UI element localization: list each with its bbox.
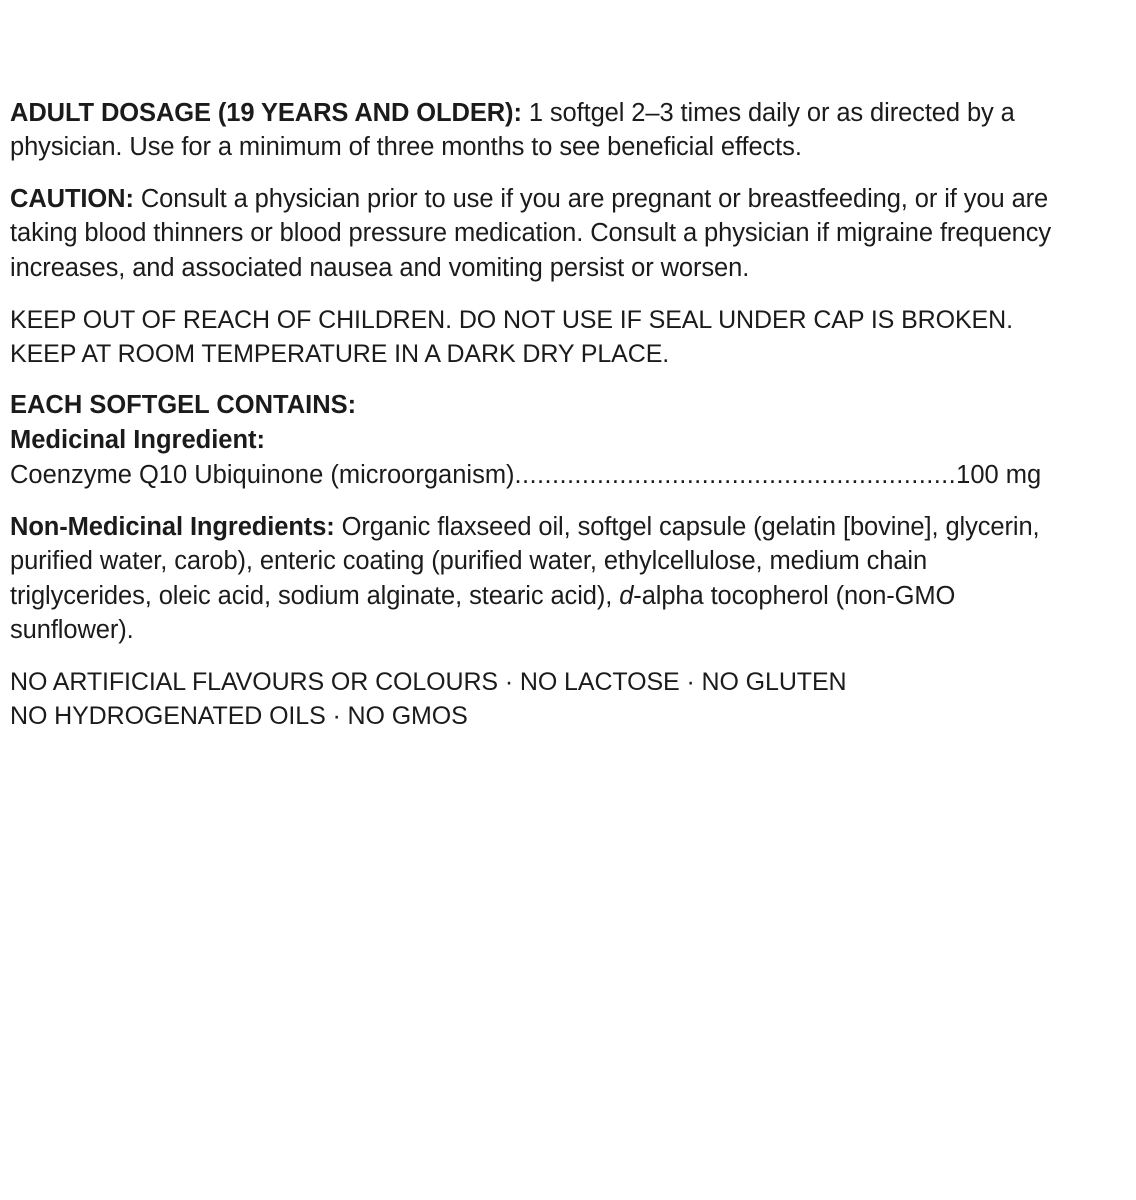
adult-dosage-paragraph xyxy=(10,96,1070,164)
caution-text: Consult a physician prior to use if you are pregnant or breastfeeding, or if you are taking blood thinners or blood pressure medication. Consult a physician if migraine frequency increases, and associated nausea and vomiting persist or worsen. xyxy=(10,185,1052,282)
non-medicinal-text-part1: Organic flaxseed oil, softgel capsule (gelatin [bovine], glycerin, purified water, carob), enteric coating (purified water, ethylcellulose, medium chain triglycerides, oleic acid, sodium alginate, stearic acid), xyxy=(10,513,1040,610)
non-medicinal-ingredients-section xyxy=(10,510,1070,647)
warning-line-2: KEEP AT ROOM TEMPERATURE IN A DARK DRY PLACE. xyxy=(10,339,670,368)
non-medicinal-paragraph xyxy=(10,510,1070,647)
product-claims-section xyxy=(10,665,1070,733)
claim-line-1: NO ARTIFICIAL FLAVOURS OR COLOURS · NO LACTOSE · NO GLUTEN xyxy=(10,667,847,696)
warnings-section xyxy=(10,303,1070,371)
non-medicinal-text-part2: -alpha tocopherol (non-GMO sunflower). xyxy=(10,581,956,644)
caution-paragraph xyxy=(10,182,1070,284)
adult-dosage-heading: ADULT DOSAGE (19 YEARS AND OLDER): xyxy=(10,99,522,127)
claim-line-2: NO HYDROGENATED OILS · NO GMOS xyxy=(10,701,468,730)
adult-dosage-text: 1 softgel 2–3 times daily or as directed by a physician. Use for a minimum of three months to see beneficial effects. xyxy=(10,99,1015,162)
medicinal-ingredient-row xyxy=(10,458,1070,492)
warning-line-1: KEEP OUT OF REACH OF CHILDREN. DO NOT USE IF SEAL UNDER CAP IS BROKEN. xyxy=(10,305,1013,334)
caution-heading: CAUTION: xyxy=(10,185,134,214)
each-softgel-contains-heading: EACH SOFTGEL CONTAINS: xyxy=(10,390,357,419)
adult-dosage-section xyxy=(10,96,1070,164)
medicinal-ingredient-name: Coenzyme Q10 Ubiquinone (microorganism) xyxy=(10,461,515,490)
caution-section xyxy=(10,182,1070,284)
medicinal-ingredient-subheading: Medicinal Ingredient: xyxy=(10,426,266,455)
non-medicinal-heading: Non-Medicinal Ingredients: xyxy=(10,513,335,542)
each-softgel-contains-section xyxy=(10,389,1070,492)
dot-leader: ........................................................... xyxy=(514,461,957,490)
medicinal-ingredient-amount: 100 mg xyxy=(956,461,1042,490)
non-medicinal-italic-d: d xyxy=(619,581,634,610)
supplement-label-panel xyxy=(10,96,1070,733)
